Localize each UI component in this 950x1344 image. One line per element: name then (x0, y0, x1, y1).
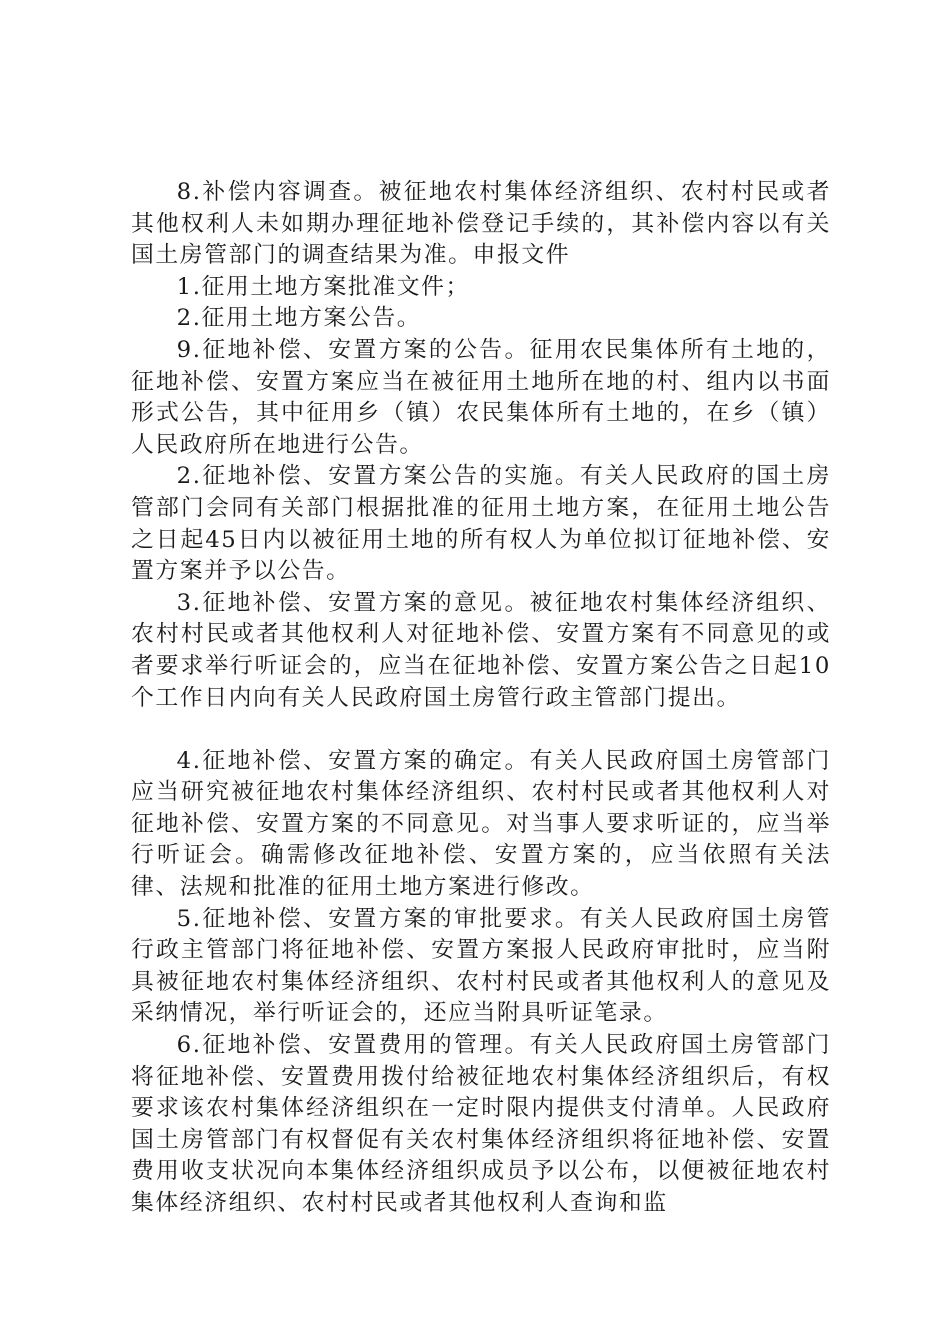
paragraph-land-plan-notice: 2.征用土地方案公告。 (176, 305, 422, 332)
paragraph-announcement-implementation: 2.征地补偿、安置方案公告的实施。有关人民政府的国土房管部门会同有关部门根据批准的征用土地方案，在征用土地公告之日起45日内以被征用土地的所有权人为单位拟订征地补偿、安置方案并予以公告。 (131, 463, 831, 585)
paragraph-fee-management: 6.征地补偿、安置费用的管理。有关人民政府国土房管部门将征地补偿、安置费用拨付给被征地农村集体经济组织后，有权要求该农村集体经济组织在一定时限内提供支付清单。人民政府国土房管部门有权督促有关农村集体经济组织将征地补偿、安置费用收支状况向本集体经济组织成员予以公布，以便被征地农村集体经济组织、农村村民或者其他权利人查询和监 (131, 1032, 831, 1216)
paragraph-spacer (131, 714, 831, 746)
paragraph-approval-document: 1.征用土地方案批准文件； (176, 273, 470, 300)
paragraph-plan-opinions: 3.征地补偿、安置方案的意见。被征地农村集体经济组织、农村村民或者其他权利人对征地补偿、安置方案有不同意见的或者要求举行听证会的，应当在征地补偿、安置方案公告之日起10个工作日内向有关人民政府国土房管行政主管部门提出。 (131, 589, 831, 711)
paragraph-compensation-survey: 8.补偿内容调查。被征地农村集体经济组织、农村村民或者其他权利人未如期办理征地补偿登记手续的，其补偿内容以有关国土房管部门的调查结果为准。申报文件 (131, 179, 831, 269)
paragraph-plan-announcement: 9.征地补偿、安置方案的公告。征用农民集体所有土地的，征地补偿、安置方案应当在被征用土地所在地的村、组内以书面形式公告，其中征用乡（镇）农民集体所有土地的，在乡（镇）人民政府所在地进行公告。 (131, 336, 831, 458)
paragraph-approval-requirements: 5.征地补偿、安置方案的审批要求。有关人民政府国土房管行政主管部门将征地补偿、安置方案报人民政府审批时，应当附具被征地农村集体经济组织、农村村民或者其他权利人的意见及采纳情况，举行听证会的，还应当附具听证笔录。 (131, 905, 831, 1027)
document-body (131, 177, 831, 1220)
paragraph-plan-determination: 4.征地补偿、安置方案的确定。有关人民政府国土房管部门应当研究被征地农村集体经济组织、农村村民或者其他权利人对征地补偿、安置方案的不同意见。对当事人要求听证的，应当举行听证会。确需修改征地补偿、安置方案的，应当依照有关法律、法规和批准的征用土地方案进行修改。 (131, 747, 831, 901)
